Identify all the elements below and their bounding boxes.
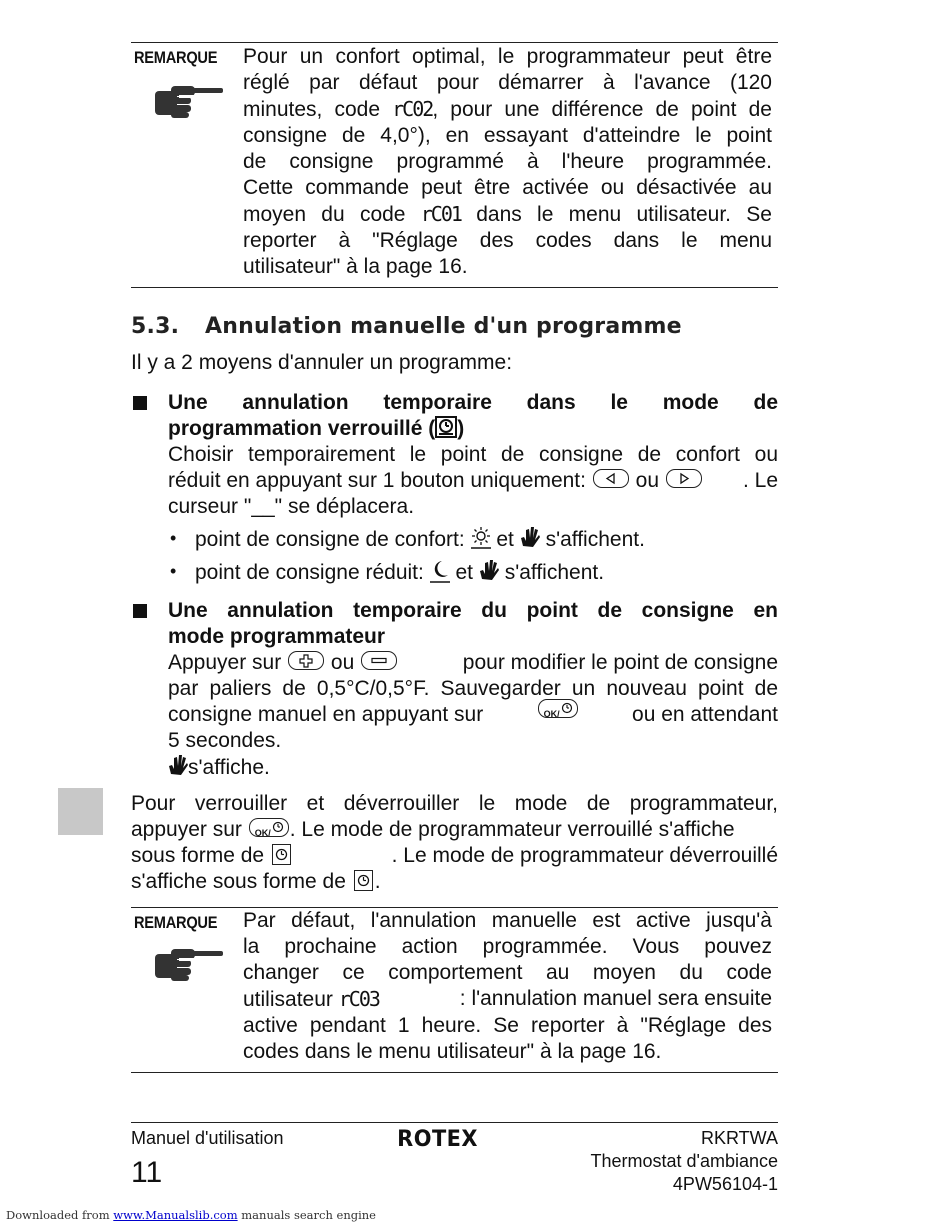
note1-line: moyen du code rC01 dans le menu utilisateur. Se <box>243 202 772 226</box>
lock-line: sous forme de . Le mode de programmateur déverrouillé <box>131 844 778 867</box>
minus-button-icon <box>361 651 397 670</box>
note1-bottom-rule <box>131 287 778 288</box>
item1-desc: Choisir temporairement le point de consigne de confort ou <box>168 443 778 466</box>
footer-rule <box>131 1122 778 1123</box>
user-code-display: rC01 <box>420 202 461 226</box>
note2-line: Par défaut, l'annulation manuelle est active jusqu'à <box>243 909 772 932</box>
note1-line: Pour un confort optimal, le programmateur peut être <box>243 45 772 68</box>
note1-line: de consigne programmé à l'heure programmée. <box>243 150 772 173</box>
note1-line: consigne de 4,0°), en essayant d'atteindre le point <box>243 124 772 147</box>
item2-heading: Une annulation temporaire du point de consigne en <box>168 599 778 622</box>
bullet-dot: • <box>170 528 177 548</box>
footer-manual: Manuel d'utilisation <box>131 1128 284 1148</box>
lock-line: appuyer sur OK/ . Le mode de programmateur verrouillé s'affiche <box>131 818 735 841</box>
lock-line: s'affiche sous forme de . <box>131 870 381 893</box>
section-number: 5.3. <box>131 314 180 339</box>
footer-product: Thermostat d'ambiance <box>590 1151 778 1171</box>
note2-line: la prochaine action programmée. Vous pouvez <box>243 935 772 958</box>
item2-heading-line2: mode programmateur <box>168 625 386 648</box>
item2-line: par paliers de 0,5°C/0,5°F. Sauvegarder un nouveau point de <box>168 677 778 700</box>
note1-line: Cette commande peut être activée ou désactivée au <box>243 176 772 199</box>
chapter-tab-marker <box>58 788 103 835</box>
item2-line: s'affiche. <box>168 754 778 781</box>
ok-button-icon: OK/ <box>538 699 578 718</box>
section-title <box>131 314 682 339</box>
user-code-display: rC03 <box>338 987 379 1011</box>
note1-top-rule <box>131 42 778 43</box>
footer-model: RKRTWA <box>700 1128 778 1148</box>
right-arrow-button-icon <box>666 469 702 488</box>
item2-line: consigne manuel en appuyant sur OK/ ou en attendant <box>168 702 778 728</box>
note1-line: minutes, code rC02, pour une différence de point de <box>243 97 772 121</box>
item1-desc: réduit en appuyant sur 1 bouton uniquement: ou . Le <box>168 469 778 492</box>
note2-label: REMARQUE <box>134 913 218 932</box>
lock-line: Pour verrouiller et déverrouiller le mode de programmateur, <box>131 792 778 815</box>
section-intro: Il y a 2 moyens d'annuler un programme: <box>131 351 513 374</box>
item1-heading-line2: programmation verrouillé ( ) <box>168 417 465 440</box>
note2-bottom-rule <box>131 1072 778 1073</box>
note2-line: active pendant 1 heure. Se reporter à "Réglage des <box>243 1014 772 1037</box>
lock-paragraph <box>131 791 778 895</box>
bullet-dot: • <box>170 561 177 581</box>
square-bullet-icon <box>133 396 147 410</box>
rotex-logo: ROTEX <box>397 1127 479 1152</box>
hand-override-icon <box>168 754 188 776</box>
moon-reduced-icon <box>430 559 450 583</box>
locked-clock-icon <box>272 844 291 865</box>
note1-line: réglé par défaut pour démarrer à l'avance (120 <box>243 71 772 94</box>
left-arrow-button-icon <box>593 469 629 488</box>
note1-text <box>243 44 772 280</box>
section-heading: Annulation manuelle d'un programme <box>205 314 682 339</box>
download-credit: Downloaded from www.Manualslib.com manuals search engine <box>6 1208 376 1222</box>
note2-line: utilisateur rC03 : l'annulation manuel sera ensuite <box>243 987 772 1011</box>
item2 <box>168 598 778 781</box>
item1-sub1: point de consigne de confort: et s'affichent. <box>195 528 645 551</box>
plus-button-icon <box>288 651 324 670</box>
manualslib-link[interactable]: www.Manualslib.com <box>113 1208 238 1222</box>
footer-docnum: 4PW56104-1 <box>672 1174 778 1194</box>
note1-line: reporter à "Réglage des codes dans le menu <box>243 229 772 252</box>
note2-text <box>243 908 772 1065</box>
square-bullet-icon <box>133 604 147 618</box>
pointing-hand-icon <box>155 946 225 982</box>
note1-line: utilisateur" à la page 16. <box>243 255 468 278</box>
note2-line: codes dans le menu utilisateur" à la page 16. <box>243 1040 662 1063</box>
hand-override-icon <box>479 559 499 581</box>
item1-desc: curseur "__" se déplacera. <box>168 495 415 518</box>
ok-button-icon: OK/ <box>249 818 289 837</box>
item2-line: Appuyer sur ou pour modifier le point de consigne <box>168 651 778 674</box>
item1-heading: Une annulation temporaire dans le mode de <box>168 391 778 414</box>
item1-sub2: point de consigne réduit: et s'affichent. <box>195 561 605 584</box>
item2-line: 5 secondes. <box>168 729 282 752</box>
note1-label: REMARQUE <box>134 48 218 67</box>
item1 <box>168 390 778 520</box>
unlocked-clock-icon <box>354 870 373 891</box>
footer-page-number: 11 <box>131 1156 163 1189</box>
pointing-hand-icon <box>155 83 225 119</box>
sun-comfort-icon <box>471 527 491 549</box>
hand-override-icon <box>520 526 540 548</box>
user-code-display: rC02 <box>392 97 433 121</box>
locked-program-icon <box>435 416 457 438</box>
note2-line: changer ce comportement au moyen du code <box>243 961 772 984</box>
